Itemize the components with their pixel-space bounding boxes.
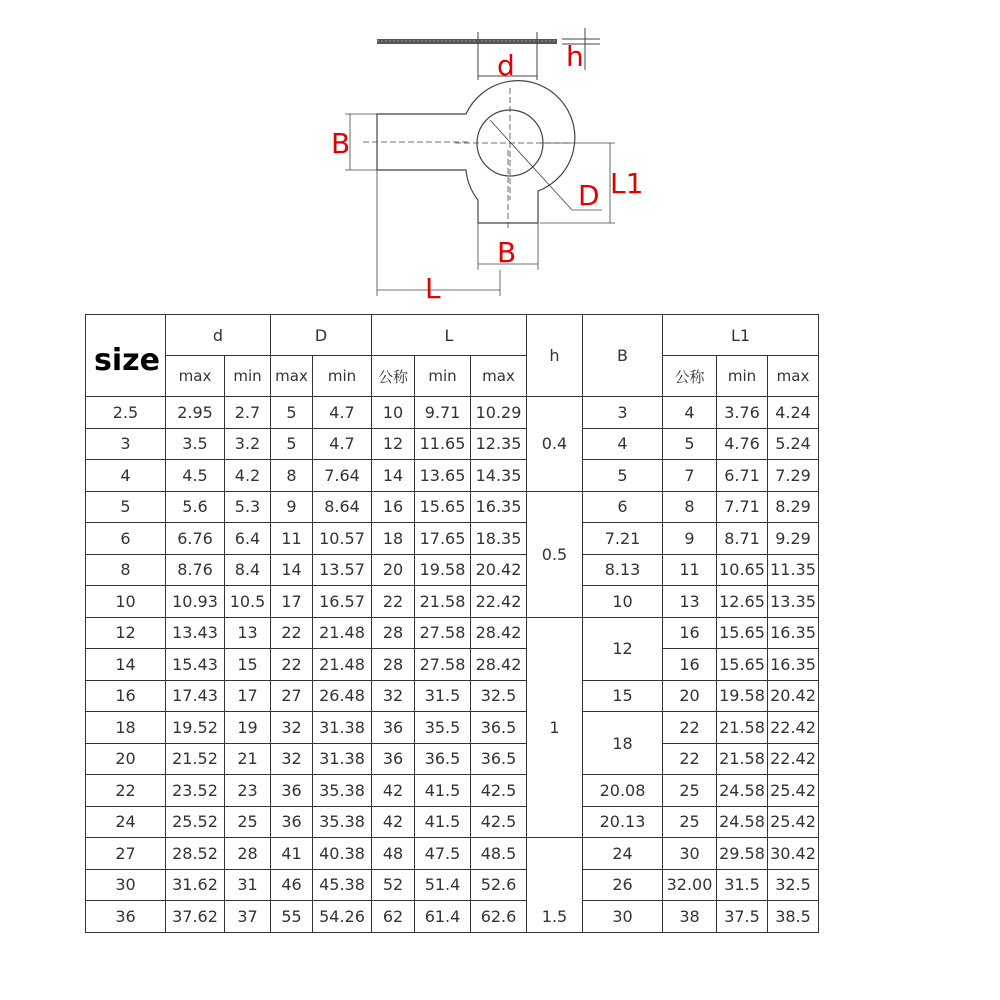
cell-h: 0.4: [527, 397, 583, 492]
cell-L-max: 42.5: [471, 775, 527, 807]
cell-L1-max: 5.24: [768, 428, 819, 460]
cell-D-min: 21.48: [313, 617, 372, 649]
cell-L1-max: 4.24: [768, 397, 819, 429]
cell-D-min: 54.26: [313, 901, 372, 933]
cell-D-min: 4.7: [313, 428, 372, 460]
table-row: [86, 649, 819, 681]
header-d: d: [166, 315, 271, 356]
specification-table: [85, 314, 819, 933]
subheader-d-max: max: [166, 356, 225, 397]
cell-L1-min: 37.5: [717, 901, 768, 933]
cell-L-nominal: 32: [372, 680, 415, 712]
cell-L-max: 62.6: [471, 901, 527, 933]
label-h: h: [566, 40, 584, 73]
cell-D-max: 32: [271, 743, 313, 775]
cell-D-max: 32: [271, 712, 313, 744]
cell-L-nominal: 12: [372, 428, 415, 460]
cell-D-max: 46: [271, 869, 313, 901]
subheader-D-max: max: [271, 356, 313, 397]
label-L: L: [425, 272, 441, 305]
cell-D-max: 36: [271, 806, 313, 838]
cell-D-max: 36: [271, 775, 313, 807]
cell-L1-nominal: 30: [663, 838, 717, 870]
cell-L-min: 35.5: [415, 712, 471, 744]
cell-B: 4: [583, 428, 663, 460]
cell-B: 30: [583, 901, 663, 933]
cell-L1-max: 30.42: [768, 838, 819, 870]
cell-L1-nominal: 20: [663, 680, 717, 712]
cell-L-nominal: 22: [372, 586, 415, 618]
cell-D-max: 14: [271, 554, 313, 586]
specification-body: [86, 397, 819, 933]
cell-d-min: 19: [225, 712, 271, 744]
cell-L-max: 52.6: [471, 869, 527, 901]
cell-L-nominal: 42: [372, 775, 415, 807]
table-row: [86, 838, 819, 870]
cell-L1-min: 3.76: [717, 397, 768, 429]
cell-D-min: 7.64: [313, 460, 372, 492]
cell-L1-max: 11.35: [768, 554, 819, 586]
cell-L-max: 28.42: [471, 649, 527, 681]
cell-L1-min: 24.58: [717, 806, 768, 838]
cell-d-max: 17.43: [166, 680, 225, 712]
cell-d-min: 8.4: [225, 554, 271, 586]
table-row: [86, 806, 819, 838]
cell-L1-nominal: 25: [663, 775, 717, 807]
cell-L-min: 17.65: [415, 523, 471, 555]
cell-d-min: 23: [225, 775, 271, 807]
cell-d-min: 21: [225, 743, 271, 775]
cell-L1-nominal: 16: [663, 649, 717, 681]
cell-B: 5: [583, 460, 663, 492]
cell-size: 30: [86, 869, 166, 901]
cell-B: 12: [583, 617, 663, 680]
cell-L1-nominal: 22: [663, 743, 717, 775]
cell-B: 20.08: [583, 775, 663, 807]
cell-B: 7.21: [583, 523, 663, 555]
cell-d-min: 17: [225, 680, 271, 712]
cell-L1-min: 6.71: [717, 460, 768, 492]
cell-d-max: 4.5: [166, 460, 225, 492]
cell-D-min: 35.38: [313, 775, 372, 807]
header-L1: L1: [663, 315, 819, 356]
cell-d-max: 13.43: [166, 617, 225, 649]
cell-D-max: 17: [271, 586, 313, 618]
cell-L-min: 13.65: [415, 460, 471, 492]
cell-L1-min: 8.71: [717, 523, 768, 555]
cell-L-min: 47.5: [415, 838, 471, 870]
cell-d-max: 21.52: [166, 743, 225, 775]
cell-L-max: 36.5: [471, 743, 527, 775]
cell-L1-min: 31.5: [717, 869, 768, 901]
cell-D-max: 11: [271, 523, 313, 555]
cell-L-min: 51.4: [415, 869, 471, 901]
cell-D-min: 31.38: [313, 743, 372, 775]
cell-D-max: 9: [271, 491, 313, 523]
cell-L-nominal: 52: [372, 869, 415, 901]
cell-B: 20.13: [583, 806, 663, 838]
cell-L-max: 18.35: [471, 523, 527, 555]
cell-L1-nominal: 25: [663, 806, 717, 838]
table-row: [86, 491, 819, 523]
cell-L1-nominal: 5: [663, 428, 717, 460]
cell-h: 1.5: [527, 838, 583, 933]
table-row: [86, 428, 819, 460]
cell-L-min: 21.58: [415, 586, 471, 618]
cell-L-max: 10.29: [471, 397, 527, 429]
cell-D-max: 5: [271, 397, 313, 429]
table-row: [86, 743, 819, 775]
cell-d-min: 10.5: [225, 586, 271, 618]
cell-d-min: 25: [225, 806, 271, 838]
cell-L1-min: 10.65: [717, 554, 768, 586]
cell-size: 12: [86, 617, 166, 649]
label-D: D: [578, 179, 600, 212]
cell-d-min: 3.2: [225, 428, 271, 460]
cell-D-min: 10.57: [313, 523, 372, 555]
cell-d-min: 37: [225, 901, 271, 933]
cell-D-max: 27: [271, 680, 313, 712]
cell-d-min: 4.2: [225, 460, 271, 492]
cell-L-nominal: 48: [372, 838, 415, 870]
cell-L1-nominal: 32.00: [663, 869, 717, 901]
cell-d-min: 13: [225, 617, 271, 649]
cell-L-max: 28.42: [471, 617, 527, 649]
cell-B: 26: [583, 869, 663, 901]
cell-B: 24: [583, 838, 663, 870]
cell-d-max: 2.95: [166, 397, 225, 429]
cell-L-min: 15.65: [415, 491, 471, 523]
cell-L1-nominal: 13: [663, 586, 717, 618]
table-row: [86, 680, 819, 712]
cell-D-max: 22: [271, 617, 313, 649]
subheader-L-nominal: 公称: [372, 356, 415, 397]
cell-d-max: 37.62: [166, 901, 225, 933]
cell-D-max: 41: [271, 838, 313, 870]
size-header: size: [86, 315, 166, 397]
cell-D-min: 16.57: [313, 586, 372, 618]
cell-L-min: 61.4: [415, 901, 471, 933]
cell-L1-min: 19.58: [717, 680, 768, 712]
cell-B: 3: [583, 397, 663, 429]
cell-L-min: 41.5: [415, 775, 471, 807]
cell-L-nominal: 20: [372, 554, 415, 586]
cell-d-max: 5.6: [166, 491, 225, 523]
cell-L1-min: 4.76: [717, 428, 768, 460]
label-B-bottom: B: [497, 236, 517, 269]
cell-B: 15: [583, 680, 663, 712]
cell-D-min: 8.64: [313, 491, 372, 523]
cell-L1-min: 21.58: [717, 712, 768, 744]
cell-d-min: 28: [225, 838, 271, 870]
subheader-d-min: min: [225, 356, 271, 397]
cell-L1-nominal: 9: [663, 523, 717, 555]
cell-L1-min: 21.58: [717, 743, 768, 775]
cell-L-nominal: 16: [372, 491, 415, 523]
cell-L-nominal: 18: [372, 523, 415, 555]
header-D: D: [271, 315, 372, 356]
cell-d-min: 5.3: [225, 491, 271, 523]
cell-size: 4: [86, 460, 166, 492]
cell-L1-nominal: 38: [663, 901, 717, 933]
cell-d-max: 25.52: [166, 806, 225, 838]
subheader-L1-max: max: [768, 356, 819, 397]
cell-L1-max: 22.42: [768, 743, 819, 775]
cell-d-max: 3.5: [166, 428, 225, 460]
table-row: [86, 586, 819, 618]
cell-L1-max: 20.42: [768, 680, 819, 712]
cell-size: 6: [86, 523, 166, 555]
cell-B: 6: [583, 491, 663, 523]
cell-L-max: 32.5: [471, 680, 527, 712]
cell-L1-nominal: 11: [663, 554, 717, 586]
cell-size: 3: [86, 428, 166, 460]
cell-L-nominal: 10: [372, 397, 415, 429]
cell-L1-nominal: 22: [663, 712, 717, 744]
table-row: [86, 869, 819, 901]
cell-size: 27: [86, 838, 166, 870]
cell-d-min: 15: [225, 649, 271, 681]
cell-h: 1: [527, 617, 583, 838]
cell-L-max: 48.5: [471, 838, 527, 870]
cell-size: 8: [86, 554, 166, 586]
cell-D-min: 26.48: [313, 680, 372, 712]
cell-L-nominal: 36: [372, 712, 415, 744]
cell-B: 8.13: [583, 554, 663, 586]
label-B-left: B: [331, 127, 351, 160]
cell-D-min: 40.38: [313, 838, 372, 870]
cell-D-min: 31.38: [313, 712, 372, 744]
cell-D-max: 22: [271, 649, 313, 681]
cell-L-min: 27.58: [415, 649, 471, 681]
header-B: B: [583, 315, 663, 397]
cell-L-max: 14.35: [471, 460, 527, 492]
cell-L-min: 27.58: [415, 617, 471, 649]
cell-size: 5: [86, 491, 166, 523]
label-L1: L1: [610, 167, 644, 200]
cell-d-max: 6.76: [166, 523, 225, 555]
cell-L1-nominal: 4: [663, 397, 717, 429]
subheader-L-max: max: [471, 356, 527, 397]
subheader-L-min: min: [415, 356, 471, 397]
table-row: [86, 712, 819, 744]
cell-L1-max: 7.29: [768, 460, 819, 492]
cell-L1-max: 8.29: [768, 491, 819, 523]
cell-d-min: 31: [225, 869, 271, 901]
cell-L-nominal: 28: [372, 649, 415, 681]
cell-size: 36: [86, 901, 166, 933]
cell-size: 16: [86, 680, 166, 712]
cell-L1-max: 22.42: [768, 712, 819, 744]
subheader-L1-min: min: [717, 356, 768, 397]
header-L: L: [372, 315, 527, 356]
cell-L-max: 22.42: [471, 586, 527, 618]
cell-size: 20: [86, 743, 166, 775]
subheader-D-min: min: [313, 356, 372, 397]
cell-L1-min: 29.58: [717, 838, 768, 870]
cell-L-min: 11.65: [415, 428, 471, 460]
table-row: [86, 554, 819, 586]
header-h: h: [527, 315, 583, 397]
cell-L-min: 9.71: [415, 397, 471, 429]
cell-D-min: 21.48: [313, 649, 372, 681]
cell-L1-nominal: 7: [663, 460, 717, 492]
cell-L1-max: 16.35: [768, 617, 819, 649]
cell-L-nominal: 42: [372, 806, 415, 838]
cell-L1-nominal: 8: [663, 491, 717, 523]
cell-D-min: 13.57: [313, 554, 372, 586]
cell-d-max: 10.93: [166, 586, 225, 618]
cell-L-nominal: 62: [372, 901, 415, 933]
cell-L-max: 16.35: [471, 491, 527, 523]
cell-d-max: 28.52: [166, 838, 225, 870]
tab-washer-drawing: [0, 0, 1000, 310]
cell-h: 0.5: [527, 491, 583, 617]
cell-L1-min: 15.65: [717, 617, 768, 649]
cell-L-min: 41.5: [415, 806, 471, 838]
washer-plan-view: [345, 81, 615, 296]
cell-B: 18: [583, 712, 663, 775]
cell-D-min: 35.38: [313, 806, 372, 838]
cell-size: 10: [86, 586, 166, 618]
cell-d-max: 19.52: [166, 712, 225, 744]
cell-L-nominal: 36: [372, 743, 415, 775]
cell-L1-max: 25.42: [768, 775, 819, 807]
cell-L-min: 36.5: [415, 743, 471, 775]
cell-d-max: 31.62: [166, 869, 225, 901]
cell-d-min: 2.7: [225, 397, 271, 429]
table-row: [86, 523, 819, 555]
cell-L1-max: 13.35: [768, 586, 819, 618]
cell-B: 10: [583, 586, 663, 618]
cell-D-max: 8: [271, 460, 313, 492]
cell-L1-max: 32.5: [768, 869, 819, 901]
cell-L-nominal: 14: [372, 460, 415, 492]
cell-D-max: 55: [271, 901, 313, 933]
table-row: [86, 901, 819, 933]
cell-L-max: 42.5: [471, 806, 527, 838]
cell-size: 14: [86, 649, 166, 681]
cell-size: 22: [86, 775, 166, 807]
table-row: [86, 617, 819, 649]
cell-D-max: 5: [271, 428, 313, 460]
cell-size: 18: [86, 712, 166, 744]
cell-L1-min: 7.71: [717, 491, 768, 523]
cell-L-min: 31.5: [415, 680, 471, 712]
cell-L-min: 19.58: [415, 554, 471, 586]
cell-D-min: 45.38: [313, 869, 372, 901]
cell-D-min: 4.7: [313, 397, 372, 429]
subheader-L1-nominal: 公称: [663, 356, 717, 397]
table-row: [86, 775, 819, 807]
cell-L1-max: 38.5: [768, 901, 819, 933]
cell-L1-max: 25.42: [768, 806, 819, 838]
cell-L1-min: 12.65: [717, 586, 768, 618]
cell-L-nominal: 28: [372, 617, 415, 649]
cell-d-max: 8.76: [166, 554, 225, 586]
cell-L1-max: 16.35: [768, 649, 819, 681]
cell-L1-min: 15.65: [717, 649, 768, 681]
cell-L-max: 20.42: [471, 554, 527, 586]
table-row: [86, 397, 819, 429]
cell-L1-min: 24.58: [717, 775, 768, 807]
cell-d-max: 23.52: [166, 775, 225, 807]
cell-d-max: 15.43: [166, 649, 225, 681]
cell-L1-max: 9.29: [768, 523, 819, 555]
cell-L1-nominal: 16: [663, 617, 717, 649]
cell-size: 2.5: [86, 397, 166, 429]
table-row: [86, 460, 819, 492]
cell-size: 24: [86, 806, 166, 838]
cell-d-min: 6.4: [225, 523, 271, 555]
cell-L-max: 36.5: [471, 712, 527, 744]
cell-L-max: 12.35: [471, 428, 527, 460]
label-d: d: [497, 49, 515, 82]
